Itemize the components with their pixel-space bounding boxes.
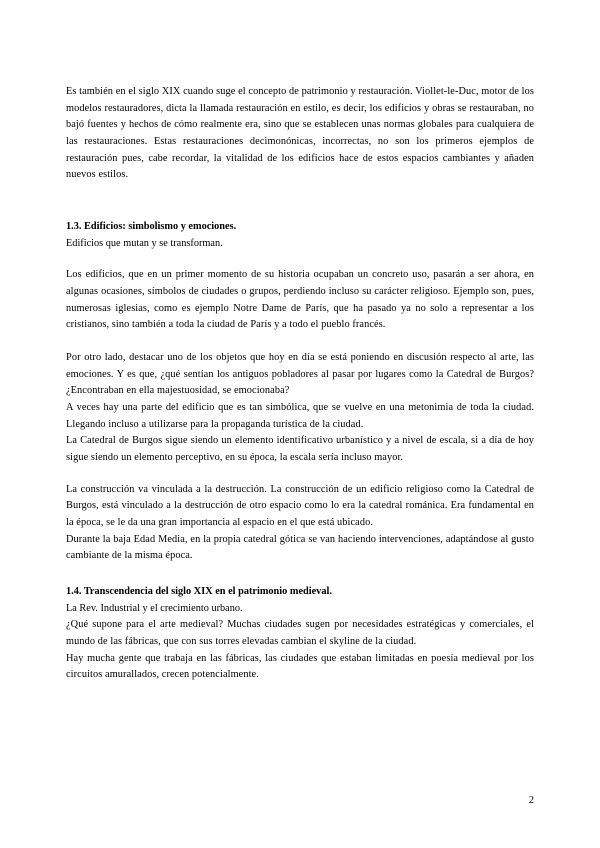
paragraph-block — [66, 532, 534, 565]
paragraph-edificios-uso: Los edificios, que en un primer momento de su historia ocupaban un concreto uso, pasarán a ser ahora, en algunas ocasiones, símbolos de ciudades o grupos, perdiendo incluso su carácter religioso. Ejemplo son, pues, numerosas iglesias, como es ejemplo Notre Dame de París, que ha pasado ya no solo a representar a los cristianos, sino también a toda la ciudad de París y a todo el pueblo francés. — [66, 269, 534, 331]
paragraph-block — [66, 267, 534, 334]
paragraph-block — [66, 350, 534, 400]
paragraph-block — [66, 433, 534, 466]
paragraph-construccion-destruccion: La construcción va vinculada a la destrucción. La construcción de un edificio religioso como la Catedral de Burgos, está vinculado a la destrucción de otro espacio como lo era la catedral románica. Era fundamental en la época, se le da una gran importancia al espacio en el que está ubicado. — [66, 483, 534, 529]
section-1-4-heading: 1.4. Transcendencia del siglo XIX en el patrimonio medieval. — [66, 586, 332, 598]
paragraph-fabricas: Hay mucha gente que trabaja en las fábricas, las ciudades que estaban limitadas en poesía medieval por los circuitos amurallados, crecen potencialmente. — [66, 652, 534, 681]
section-1-3-subtitle: Edificios que mutan y se transforman. — [66, 237, 223, 249]
paragraph-spacer — [66, 467, 534, 482]
section-1-4 — [66, 584, 534, 617]
paragraph-block — [66, 651, 534, 684]
paragraph-arte-medieval: ¿Qué supone para el arte medieval? Muchas ciudades sugen por necesidades estratégicas y comerciales, el mundo de las fábricas, que con sus torres elevadas cambian el skyline de la ciudad. — [66, 619, 534, 648]
section-spacer — [66, 200, 534, 219]
section-spacer — [66, 565, 534, 584]
paragraph-catedral-burgos: La Catedral de Burgos sigue siendo un elemento identificativo urbanístico y a nivel de escala, si a día de hoy sigue siendo un elemento perceptivo, en su época, la escala sería incluso mayor. — [66, 435, 534, 464]
section-1-4-subtitle: La Rev. Industrial y el crecimiento urbano. — [66, 602, 243, 614]
intro-paragraph: Es también en el siglo XIX cuando suge el concepto de patrimonio y restauración. Viollet-le-Duc, motor de los modelos restauradores, dicta la llamada restauración en estilo, es decir, los edificios y obras se restauraban, no bajó fuentes y hechos de cómo realmente era, sino que se establecen unas normas globales para cualquiera de las restauraciones. Estas restauraciones decimonónicas, incorrectas, no son los primeros ejemplos de restauración pues, cabe recordar, la vitalidad de los edificios hace de estos espacios cambiantes y añaden nuevos estilos. — [66, 86, 534, 181]
paragraph-edad-media: Durante la baja Edad Media, en la propia catedral gótica se van haciendo intervenciones, adaptándose al gusto cambiante de la misma época. — [66, 533, 534, 562]
section-1-3 — [66, 219, 534, 252]
paragraph-block — [66, 617, 534, 650]
paragraph-emociones: Por otro lado, destacar uno de los objetos que hoy en día se está poniendo en discusión respecto al arte, las emociones. Y es que, ¿qué sentían los antiguos pobladores al pasar por lugares como la Catedral de Burgos? ¿Encontraban en ella majestuosidad, se emocionaba? — [66, 352, 534, 397]
page-number: 2 — [528, 794, 534, 806]
paragraph-block — [66, 84, 534, 184]
paragraph-spacer — [66, 252, 534, 267]
paragraph-block — [66, 400, 534, 433]
section-1-3-heading: 1.3. Edificios: simbolismo y emociones. — [66, 221, 237, 233]
paragraph-block — [66, 482, 534, 532]
paragraph-metonimia: A veces hay una parte del edificio que es tan simbólica, que se vuelve en una metonimia de toda la ciudad. Llegando incluso a utilizarse para la propaganda turística de la ciudad. — [66, 402, 534, 430]
